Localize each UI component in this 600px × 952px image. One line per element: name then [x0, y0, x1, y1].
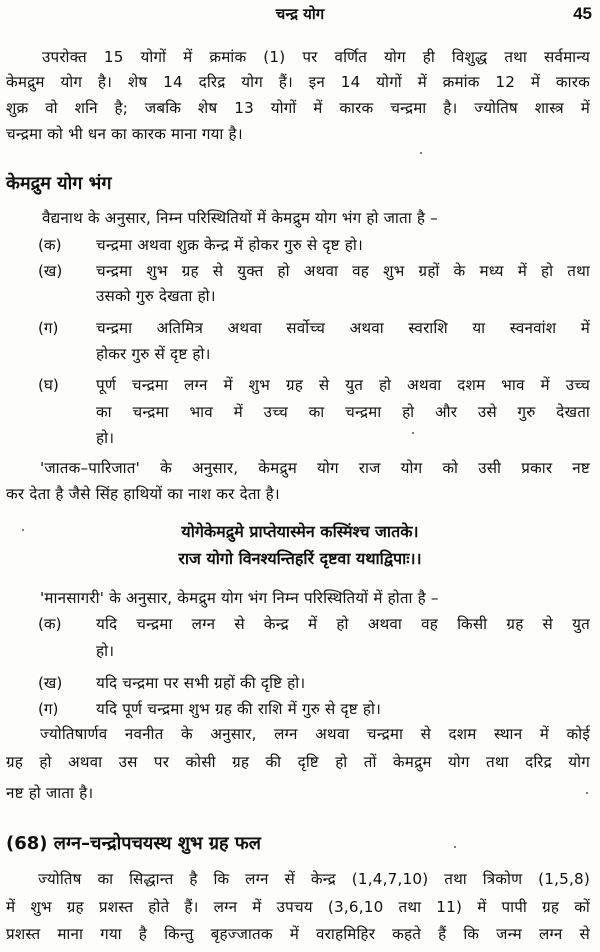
- list-item-line: का चन्द्रमा भाव में उच्च का चन्द्रमा हो और उसे गुरु देखता: [96, 403, 590, 421]
- paragraph-line: 'जातक–पारिजात' के अनुसार, केमद्रुम योग राज योग को उसी प्रकार नष्ट: [40, 459, 590, 477]
- list-item-line: उसको गुरु देखता हो।: [96, 287, 216, 305]
- paragraph-line: चन्द्रमा को भी धन का कारक माना गया है।: [6, 125, 243, 143]
- section-heading-kemdrum-bhang: केमद्रुम योग भंग: [6, 173, 112, 194]
- paragraph-line: उपरोक्त 15 योगों में क्रमांक (1) पर वर्णित योग ही विशुद्ध तथा सर्वमान्य: [42, 48, 590, 66]
- list-item-line: यदि चन्द्रमा पर सभी ग्रहों की दृष्टि हो।: [96, 674, 306, 692]
- shloka-line: योगेकेमद्रुमे प्राप्तेयास्मेन कस्मिंश्च जातके।: [181, 522, 419, 541]
- vaidyanath-intro: वैद्यनाथ के अनुसार, निम्न परिस्थितियों में केमद्रुम योग भंग हो जाता है –: [42, 209, 438, 227]
- scan-speck: [454, 846, 456, 848]
- list-marker: (ख): [38, 674, 63, 692]
- paragraph-line: नष्ट हो जाता है।: [6, 784, 94, 802]
- paragraph-line: कर देता है जैसे सिंह हाथियों का नाश कर देता है।: [6, 485, 280, 503]
- paragraph-line: शुक्र वो शनि है; जबकि शेष 13 योगों में कारक चन्द्रमा है। ज्योतिष शास्त्र में: [6, 99, 590, 117]
- scan-speck: [22, 529, 24, 531]
- list-marker: (ग): [38, 319, 59, 337]
- list-item-line: यदि चन्द्रमा लग्न से केन्द्र में हो अथवा वह किसी ग्रह से युत: [96, 615, 590, 633]
- list-marker: (ग): [38, 700, 59, 718]
- list-item-line: यदि पूर्ण चन्द्रमा शुभ ग्रह की राशि में गुरु से दृष्ट हो।: [96, 700, 382, 718]
- paragraph-line: ज्योतिष का सिद्धान्त है कि लग्न सें केन्द्र (1,4,7,10) तथा त्रिकोण (1,5,8): [38, 870, 590, 888]
- scan-speck: [586, 792, 588, 794]
- paragraph-line: ग्रह हो अथवा उस पर कोसी ग्रह की दृष्टि हो तों केमद्रुम योग तथा दरिद्र योग: [6, 753, 590, 771]
- list-marker: (क): [38, 615, 62, 633]
- list-marker: (क): [38, 236, 62, 254]
- list-item-line: हो।: [96, 429, 115, 447]
- list-item-line: होकर गुरु सें दृष्ट हो।: [96, 345, 211, 363]
- section-heading-68: (68) लग्न–चन्द्रोपचयस्थ शुभ ग्रह फल: [6, 833, 261, 854]
- list-marker: (घ): [38, 376, 59, 394]
- paragraph-line: केमद्रुम योग है। शेष 14 दरिद्र योग हैं। इन 14 योगों में क्रमांक 12 में कारक: [6, 73, 590, 91]
- page-number: 45: [573, 4, 592, 23]
- scan-speck: [420, 152, 422, 154]
- shloka-line: राज योगो विनश्यन्तिहरिं दृष्टवा यथाद्विपाः।।: [178, 549, 422, 568]
- paragraph-line: ज्योतिषार्णव नवनीत के अनुसार, लग्न अथवा चन्द्रमा से दशम स्थान में कोई: [40, 725, 590, 743]
- list-item-line: चन्द्रमा अथवा शुक्र केन्द्र में होकर गुरु से दृष्ट हो।: [96, 236, 363, 254]
- list-item-line: पूर्ण चन्द्रमा लग्न में शुभ ग्रह से युत हो अथवा दशम भाव में उच्च: [96, 376, 590, 394]
- paragraph-line: प्रशस्त माना गया है किन्तु बृहज्जातक में वराहमिहिर कहते हैं कि जन्म लग्न से: [6, 925, 590, 943]
- mansagari-intro: 'मानसागरी' के अनुसार, केमद्रुम योग भंग निम्न परिस्थितियों में होता है –: [40, 589, 439, 607]
- paragraph-line: में शुभ ग्रह प्रशस्त होते हैं। लग्न में उपचय (3,6,10 तथा 11) में पापी ग्रह कों: [6, 898, 590, 916]
- list-item-line: चन्द्रमा शुभ ग्रह से युक्त हो अथवा वह शुभ ग्रहों के मध्य में हो तथा: [96, 262, 590, 280]
- list-item-line: चन्द्रमा अतिमित्र अथवा सर्वोच्च अथवा स्वराशि या स्वनवांश में: [96, 319, 590, 337]
- running-header: [0, 2, 600, 28]
- running-title: चन्द्र योग: [275, 5, 325, 23]
- list-marker: (ख): [38, 262, 63, 280]
- list-item-line: हो।: [96, 642, 115, 660]
- scan-speck: [412, 432, 414, 434]
